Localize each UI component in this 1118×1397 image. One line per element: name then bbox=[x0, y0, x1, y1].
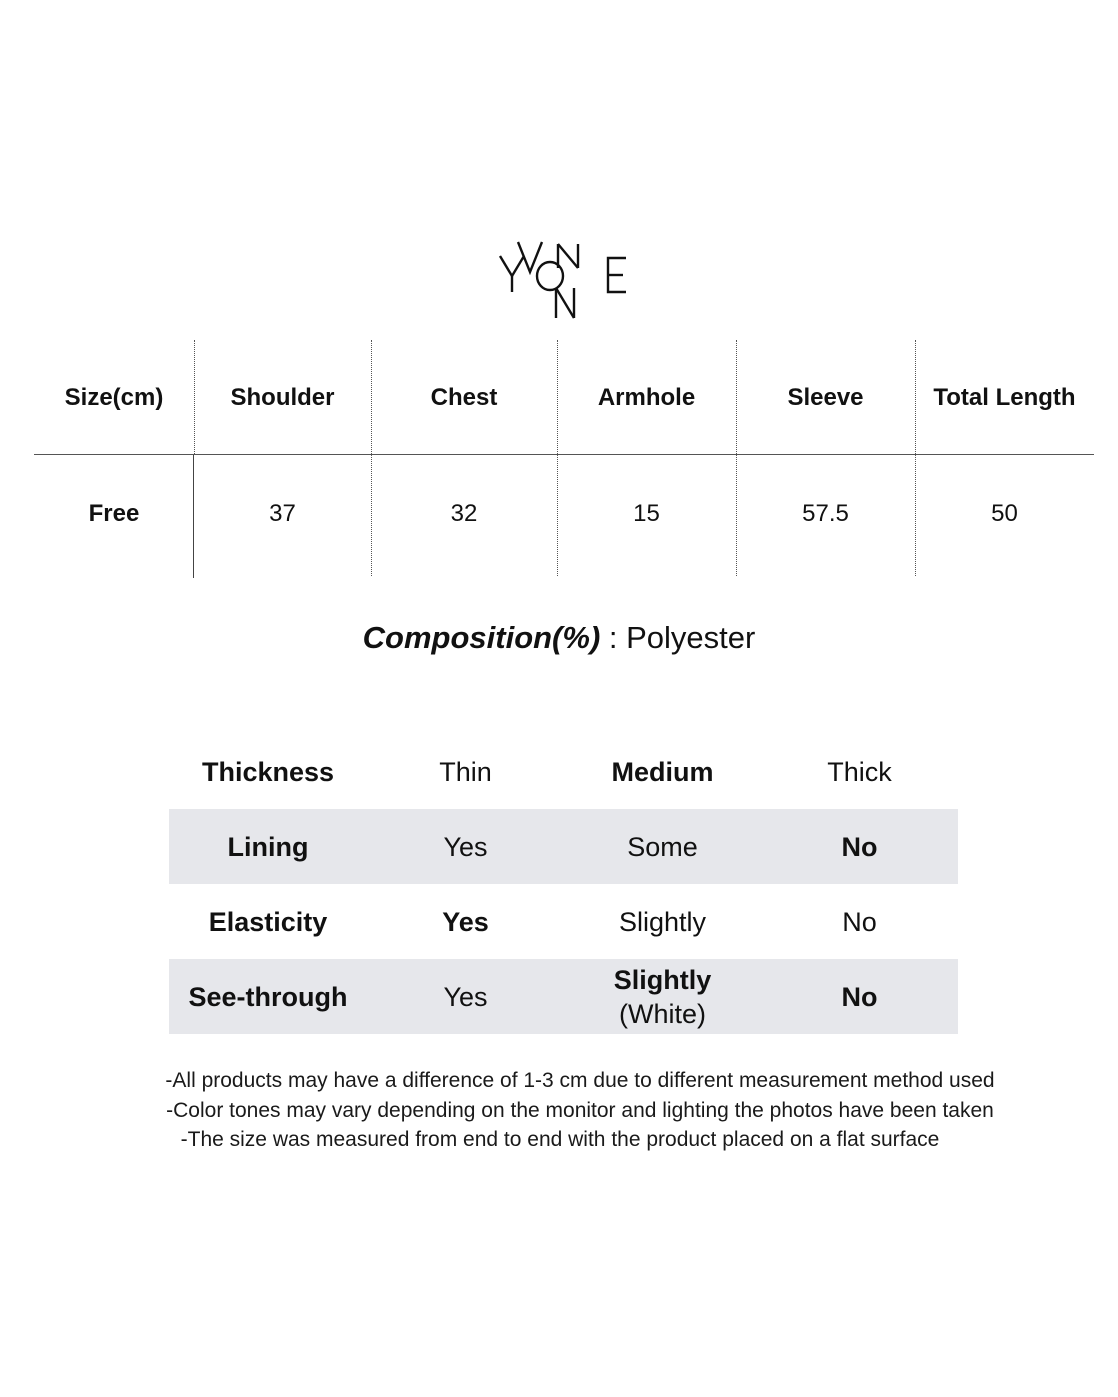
note-line: -Color tones may vary depending on the monitor and lighting the photos have been taken bbox=[166, 1098, 994, 1122]
header-chest: Chest bbox=[430, 383, 498, 411]
composition-separator: : bbox=[600, 620, 627, 655]
header-shoulder: Shoulder bbox=[230, 383, 335, 411]
column-divider bbox=[736, 340, 737, 576]
notes bbox=[0, 1066, 1118, 1155]
header-sleeve: Sleeve bbox=[787, 383, 864, 411]
fabric-option: No bbox=[842, 906, 877, 937]
total-length-value: 50 bbox=[991, 499, 1018, 527]
size-label: Free bbox=[88, 499, 140, 527]
fabric-row-lining bbox=[169, 809, 958, 884]
composition-label: Composition(%) bbox=[362, 620, 601, 655]
column-divider bbox=[557, 340, 558, 576]
size-table bbox=[34, 340, 1094, 578]
fabric-option-selected: Medium bbox=[611, 756, 714, 787]
armhole-value: 15 bbox=[633, 499, 660, 527]
column-divider bbox=[194, 340, 195, 454]
fabric-row-elasticity bbox=[169, 884, 958, 959]
chest-value: 32 bbox=[450, 499, 478, 527]
fabric-option-selected bbox=[564, 959, 761, 1034]
column-divider bbox=[193, 455, 194, 578]
column-divider bbox=[371, 340, 372, 576]
fabric-option-selected-label: Slightly bbox=[613, 964, 712, 995]
fabric-row-label: Elasticity bbox=[208, 906, 328, 937]
fabric-row-thickness bbox=[169, 734, 958, 809]
size-table-header-row bbox=[34, 340, 1094, 455]
fabric-option-note: (White) bbox=[619, 998, 706, 1029]
fabric-option: Some bbox=[627, 831, 698, 862]
note-line: -All products may have a difference of 1-3 cm due to different measurement method used bbox=[165, 1069, 995, 1092]
fabric-option: Thick bbox=[827, 756, 892, 787]
column-divider bbox=[915, 340, 916, 576]
fabric-row-label: Lining bbox=[227, 831, 309, 862]
brand-logo bbox=[496, 238, 636, 324]
fabric-table bbox=[169, 734, 958, 1034]
header-armhole: Armhole bbox=[597, 383, 696, 411]
fabric-option-selected: No bbox=[841, 831, 878, 862]
fabric-row-label: See-through bbox=[188, 981, 348, 1012]
header-total-length: Total Length bbox=[933, 383, 1076, 411]
fabric-option-selected: No bbox=[841, 981, 878, 1012]
shoulder-value: 37 bbox=[269, 499, 296, 527]
note-line: -The size was measured from end to end with the product placed on a flat surface bbox=[180, 1128, 940, 1151]
fabric-option: Slightly bbox=[618, 906, 707, 937]
fabric-option: Thin bbox=[439, 756, 492, 787]
sleeve-value: 57.5 bbox=[802, 499, 849, 527]
fabric-row-label: Thickness bbox=[201, 756, 335, 787]
fabric-option-selected: Yes bbox=[442, 906, 489, 937]
fabric-option: Yes bbox=[443, 831, 488, 862]
fabric-option: Yes bbox=[443, 981, 488, 1012]
fabric-row-see-through bbox=[169, 959, 958, 1034]
header-size: Size(cm) bbox=[64, 383, 164, 411]
composition-value: Polyester bbox=[626, 620, 756, 655]
composition-line bbox=[0, 620, 1118, 656]
